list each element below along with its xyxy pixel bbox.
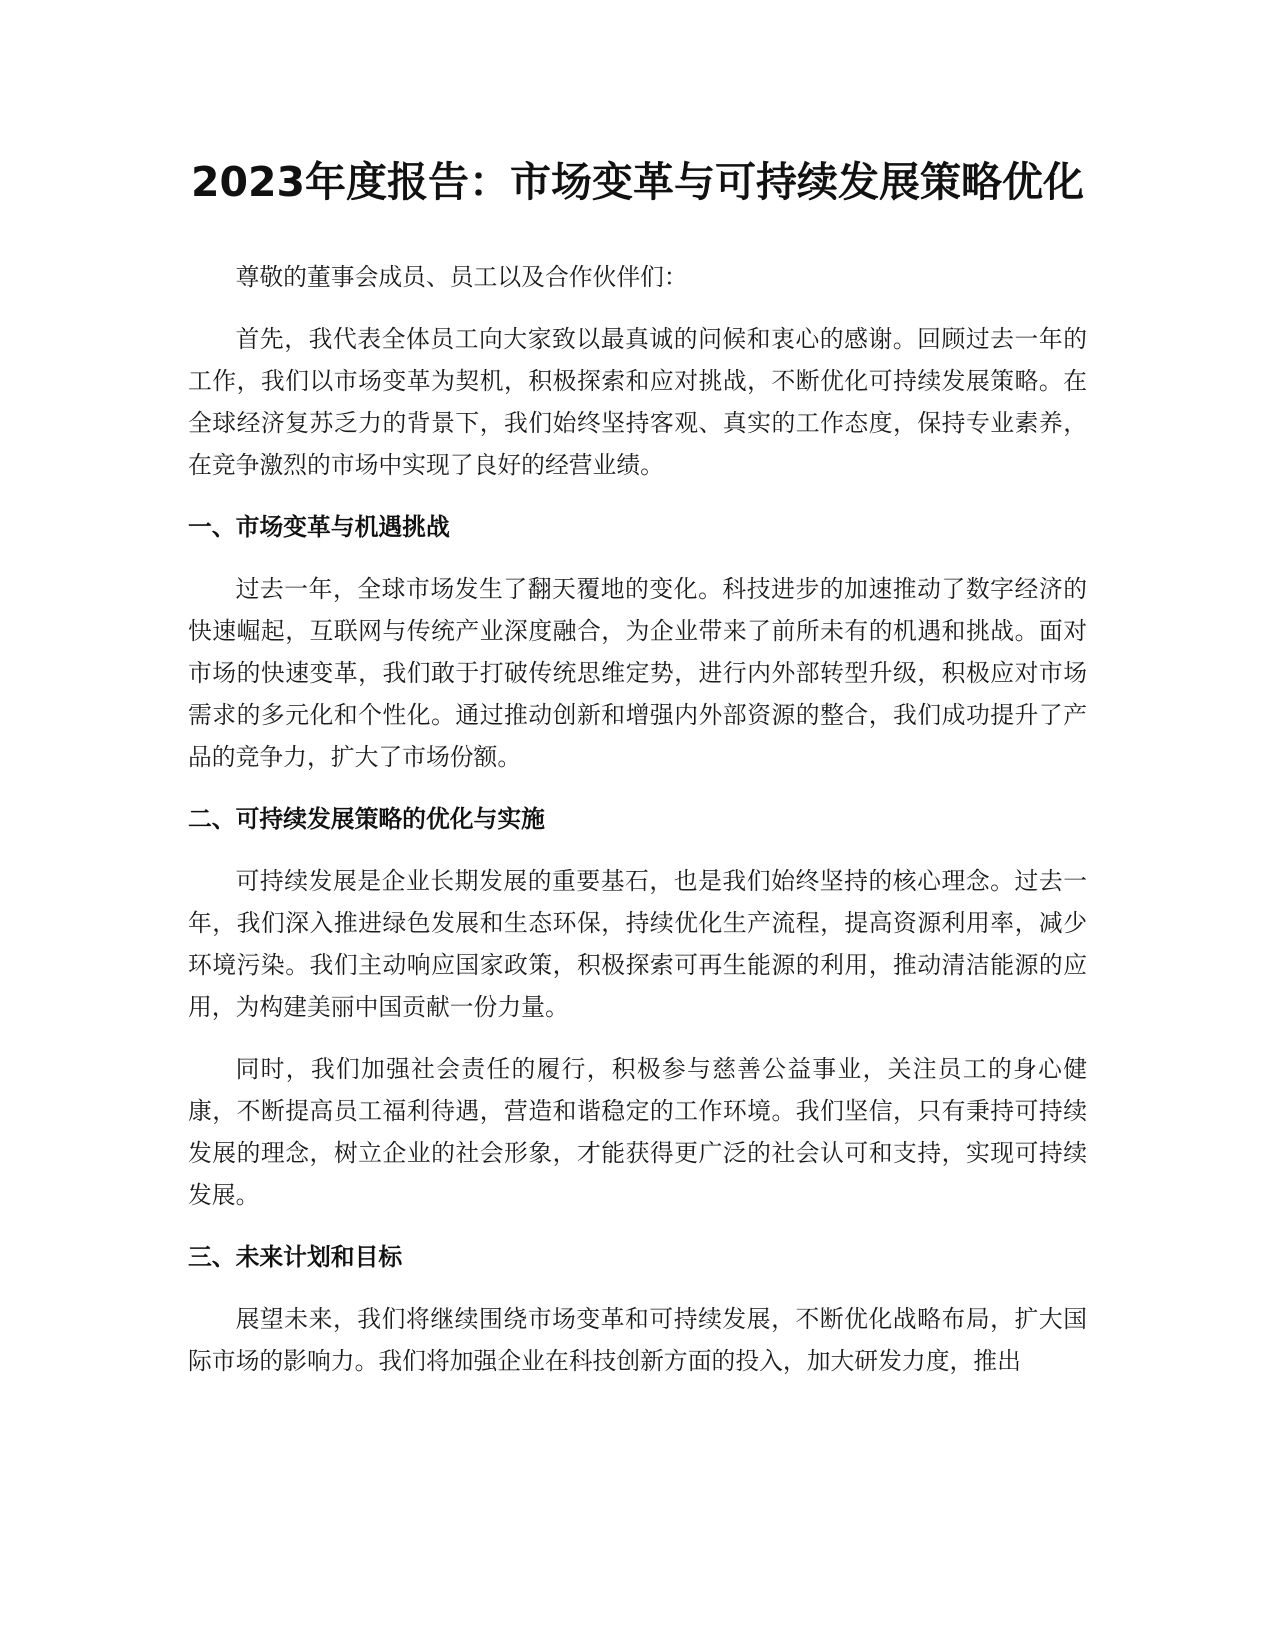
section-heading-sustainability: 二、可持续发展策略的优化与实施 [188, 805, 545, 833]
section-paragraph: 展望未来，我们将继续围绕市场变革和可持续发展，不断优化战略布局，扩大国际市场的影响力。我们将加强企业在科技创新方面的投入，加大研发力度，推出 [188, 1305, 1087, 1375]
document-title: 2023年度报告：市场变革与可持续发展策略优化 [190, 158, 1085, 206]
section-paragraph: 可持续发展是企业长期发展的重要基石，也是我们始终坚持的核心理念。过去一年，我们深入推进绿色发展和生态环保，持续优化生产流程，提高资源利用率，减少环境污染。我们主动响应国家政策，积极探索可再生能源的利用，推动清洁能源的应用，为构建美丽中国贡献一份力量。 [188, 867, 1087, 1021]
section-paragraph: 同时，我们加强社会责任的履行，积极参与慈善公益事业，关注员工的身心健康，不断提高员工福利待遇，营造和谐稳定的工作环境。我们坚信，只有秉持可持续发展的理念，树立企业的社会形象，才能获得更广泛的社会认可和支持，实现可持续发展。 [188, 1055, 1087, 1209]
section-heading-future-plans: 三、未来计划和目标 [188, 1243, 403, 1271]
intro-paragraph: 首先，我代表全体员工向大家致以最真诚的问候和衷心的感谢。回顾过去一年的工作，我们以市场变革为契机，积极探索和应对挑战，不断优化可持续发展策略。在全球经济复苏乏力的背景下，我们始终坚持客观、真实的工作态度，保持专业素养，在竞争激烈的市场中实现了良好的经营业绩。 [188, 325, 1087, 479]
section-paragraph: 过去一年，全球市场发生了翻天覆地的变化。科技进步的加速推动了数字经济的快速崛起，互联网与传统产业深度融合，为企业带来了前所未有的机遇和挑战。面对市场的快速变革，我们敢于打破传统思维定势，进行内外部转型升级，积极应对市场需求的多元化和个性化。通过推动创新和增强内外部资源的整合，我们成功提升了产品的竞争力，扩大了市场份额。 [188, 575, 1087, 771]
section-heading-market-change: 一、市场变革与机遇挑战 [188, 513, 450, 541]
greeting-paragraph: 尊敬的董事会成员、员工以及合作伙伴们： [235, 263, 688, 291]
